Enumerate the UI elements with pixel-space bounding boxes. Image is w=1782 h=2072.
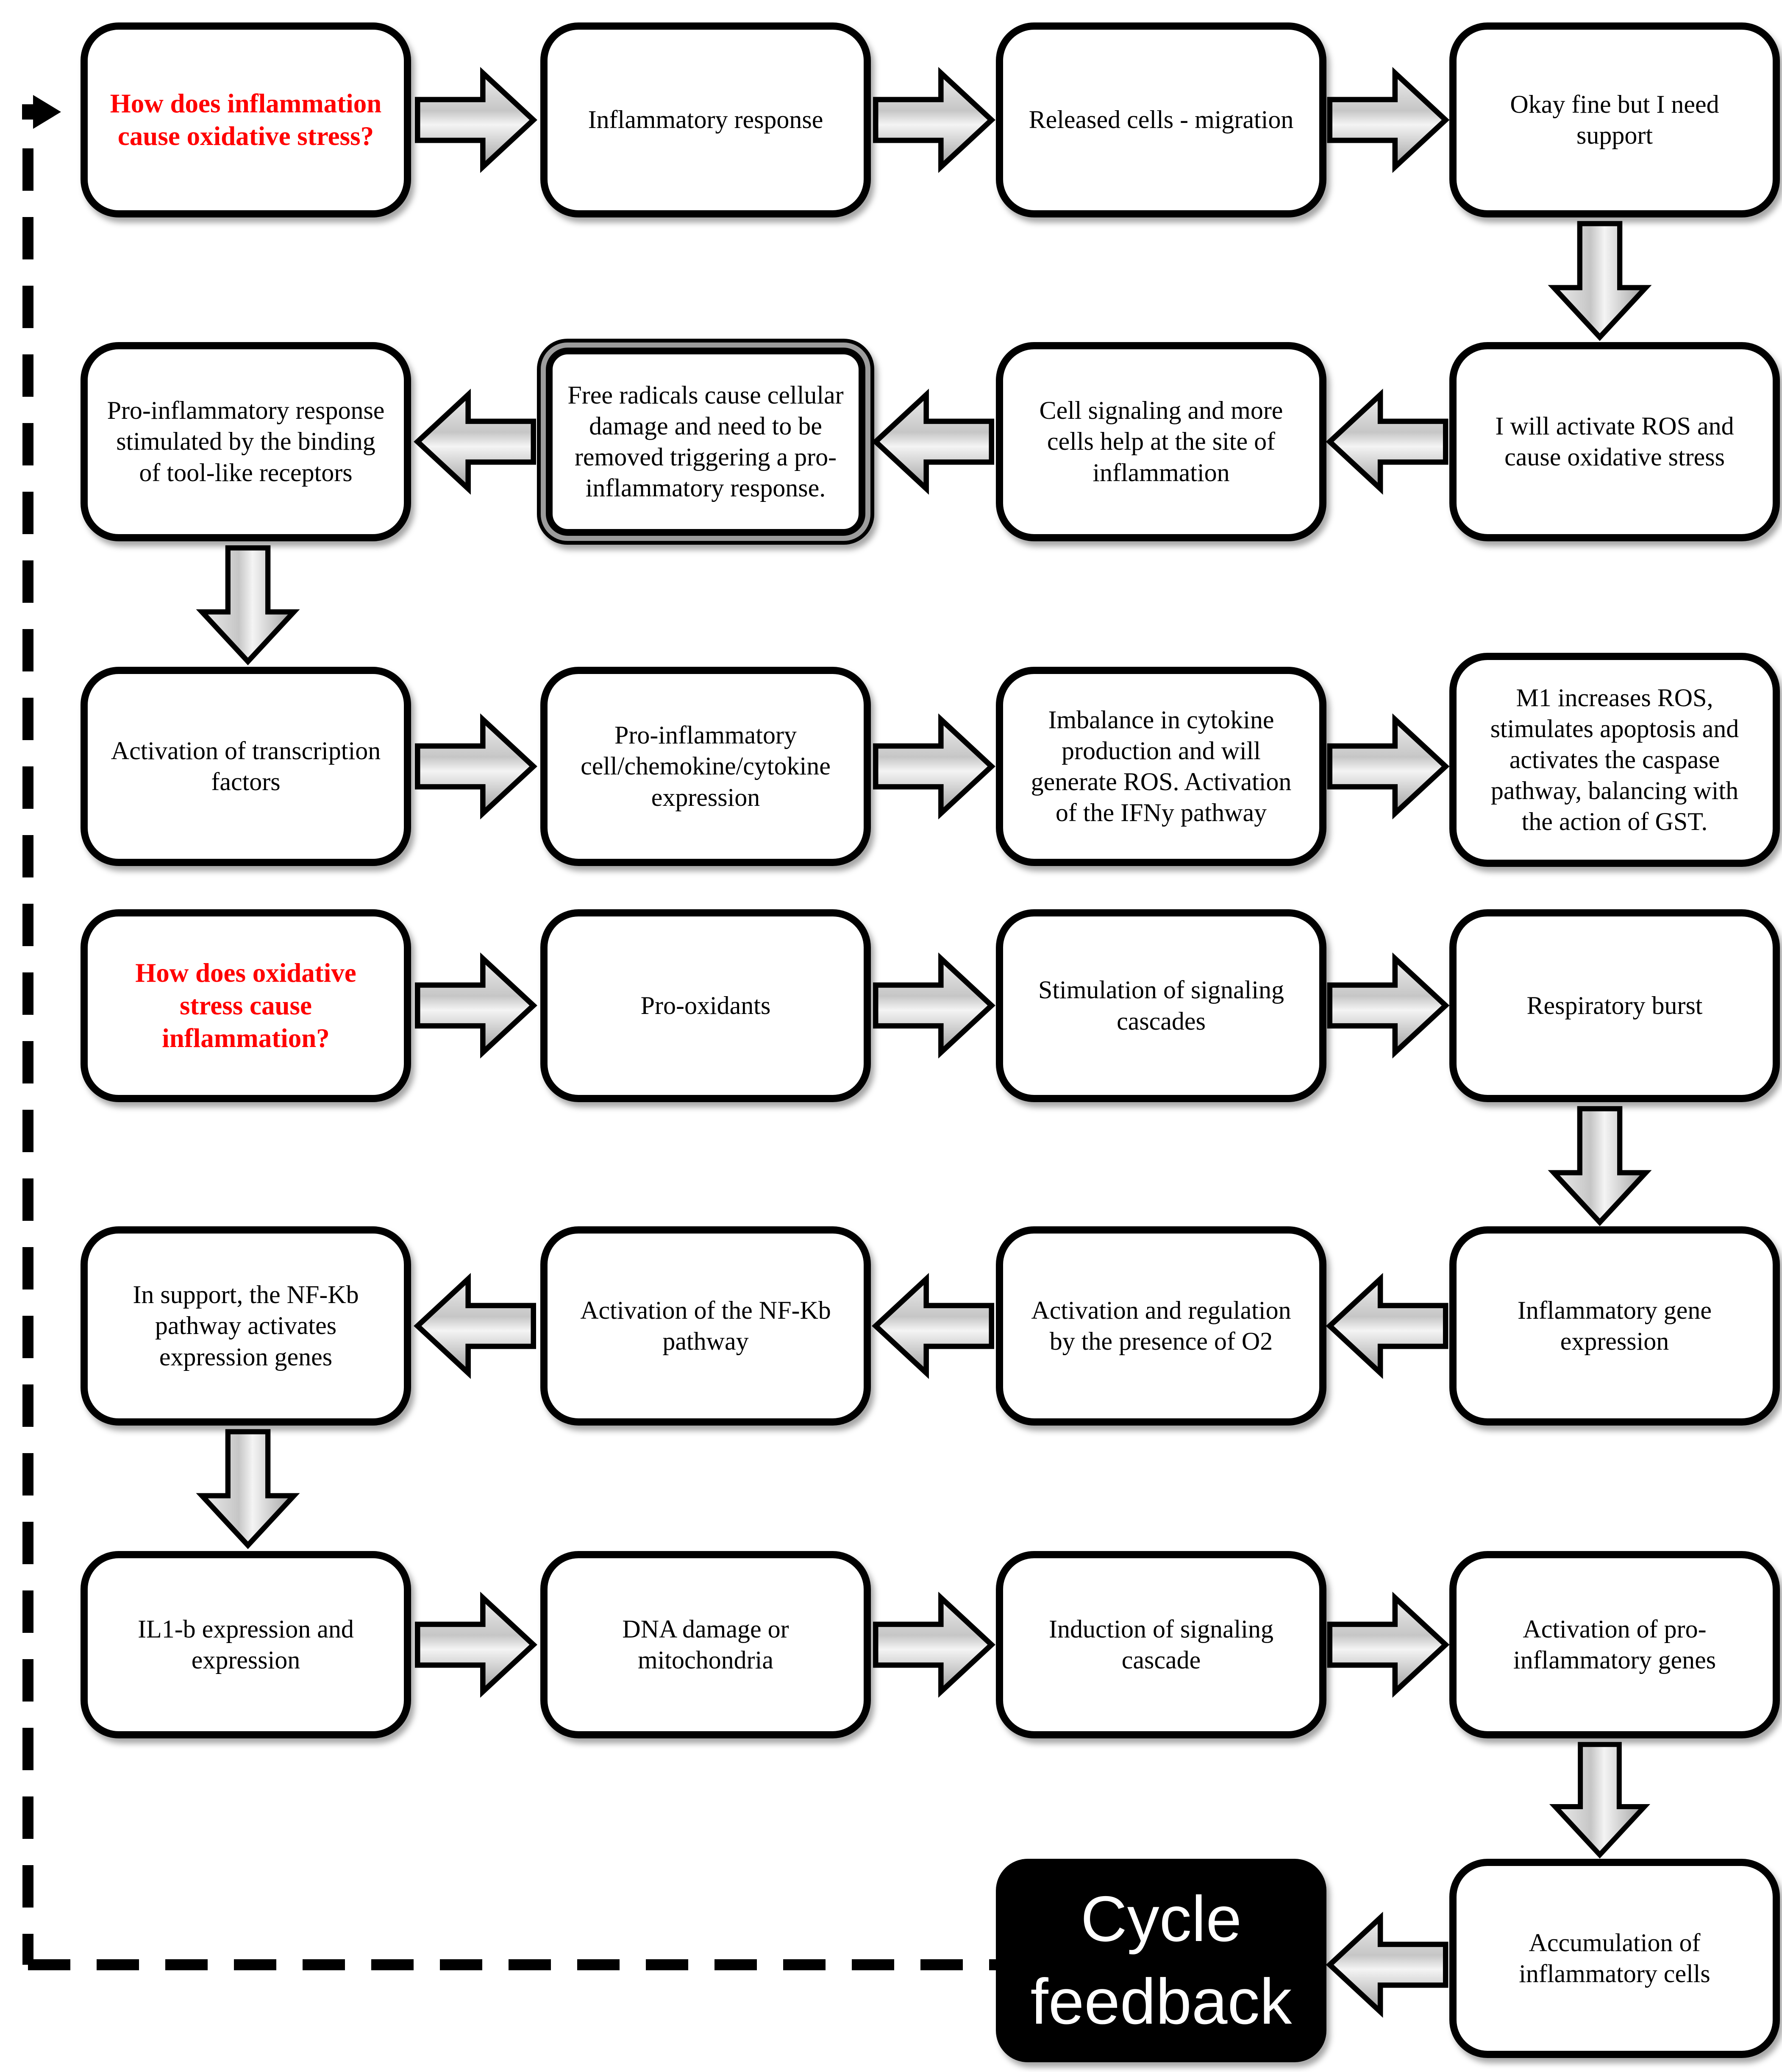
node-r2c3 [996,342,1326,541]
node-text: I will activate ROS and cause oxidative stress [1495,412,1734,471]
arrow-right-r1c1-r1c2 [408,65,543,175]
arrow-right-r4c2-r4c3 [868,950,999,1061]
node-r5c4 [1449,1226,1780,1426]
node-text: Activation of the NF-Kb pathway [580,1296,831,1355]
node-r3c1 [81,667,411,866]
node-r6c3 [996,1551,1326,1738]
node-r6c4 [1449,1551,1780,1738]
node-r6c2 [540,1551,871,1738]
arrow-down-r4c4-r5c4 [1545,1106,1655,1225]
arrow-right-r6c2-r6c3 [868,1590,999,1700]
node-text: Imbalance in cytokine production and will generate ROS. Activation of the IFNy pathway [1031,705,1292,827]
arrow-right-r3c2-r3c3 [868,711,999,822]
node-r2c2-inner [546,348,865,536]
node-text: Inflammatory response [588,106,823,134]
node-r7c3-cycle-feedback [996,1859,1326,2062]
node-text: DNA damage or mitochondria [622,1615,789,1674]
arrow-right-r1c2-r1c3 [868,65,999,175]
node-text: Activation and regulation by the presence of O2 [1031,1296,1291,1355]
node-text: Accumulation of inflammatory cells [1519,1928,1710,1988]
node-text: In support, the NF-Kb pathway activates expression genes [133,1281,359,1371]
node-text: Okay fine but I need support [1510,90,1719,149]
node-text: Activation of pro-inflammatory genes [1513,1615,1716,1674]
node-text: Pro-oxidants [640,991,771,1019]
node-r2c2-double-border [537,339,874,545]
arrow-left-r2c4-r2c3 [1323,387,1452,497]
arrow-down-r5c1-r6c1 [193,1429,303,1548]
node-r5c1 [81,1226,411,1426]
node-text: Pro-inflammatory cell/chemokine/cytokine expression [581,721,831,811]
arrow-left-r5c3-r5c2 [868,1271,999,1381]
node-r1c2 [540,22,871,217]
node-r7c4 [1449,1859,1780,2058]
node-text: Stimulation of signaling cascades [1038,976,1284,1035]
node-r4c4 [1449,909,1780,1102]
arrow-left-r5c2-r5c1 [408,1271,543,1381]
node-text: Free radicals cause cellular damage and need to be removed triggering a pro-inflammatory response. [567,381,844,502]
arrow-left-r2c3-r2c2 [868,387,999,497]
node-r4c1-question [81,909,411,1102]
node-r6c1 [81,1551,411,1738]
arrow-right-r4c3-r4c4 [1323,950,1452,1061]
node-r3c3 [996,667,1326,866]
node-r5c3 [996,1226,1326,1426]
arrow-left-r5c4-r5c3 [1323,1271,1452,1381]
node-r1c1-question [81,22,411,217]
node-r3c4 [1449,653,1780,867]
node-text: Activation of transcription factors [111,736,381,796]
node-text: How does inflammation cause oxidative stress? [110,89,382,151]
node-text: Cycle feedback [1030,1883,1292,2038]
node-text: How does oxidative stress cause inflammation? [135,958,356,1053]
node-text: Cell signaling and more cells help at the site of inflammation [1039,396,1283,487]
node-text: Respiratory burst [1526,991,1703,1019]
arrow-down-r6c4-r7c4 [1545,1741,1655,1858]
arrow-left-r2c2-r2c1 [408,387,543,497]
arrow-left-r7c4-r7c3 [1323,1910,1452,2020]
node-text: Released cells - migration [1029,106,1294,134]
node-r1c3 [996,22,1326,217]
arrow-right-r6c3-r6c4 [1323,1590,1452,1700]
node-text: Induction of signaling cascade [1049,1615,1273,1674]
node-text: Pro-inflammatory response stimulated by the binding of tool-like receptors [107,396,385,487]
node-text: Inflammatory gene expression [1517,1296,1712,1355]
feedback-arrowhead-icon [22,95,61,129]
arrow-right-r4c1-r4c2 [408,950,543,1061]
arrow-right-r1c3-r1c4 [1323,65,1452,175]
arrow-right-r3c1-r3c2 [408,711,543,822]
arrow-right-r6c1-r6c2 [408,1590,543,1700]
arrow-down-r2c1-r3c1 [193,545,303,665]
node-r2c1 [81,342,411,541]
node-r1c4 [1449,22,1780,217]
node-text: IL1-b expression and expression [138,1615,354,1674]
node-r5c2 [540,1226,871,1426]
node-r3c2 [540,667,871,866]
arrow-down-r1c4-r2c4 [1545,220,1655,340]
node-text: M1 increases ROS, stimulates apoptosis and activates the caspase pathway, balancing with the action of GST. [1490,683,1739,836]
node-r2c4 [1449,342,1780,541]
arrow-right-r3c3-r3c4 [1323,711,1452,822]
node-r4c3 [996,909,1326,1102]
node-r4c2 [540,909,871,1102]
